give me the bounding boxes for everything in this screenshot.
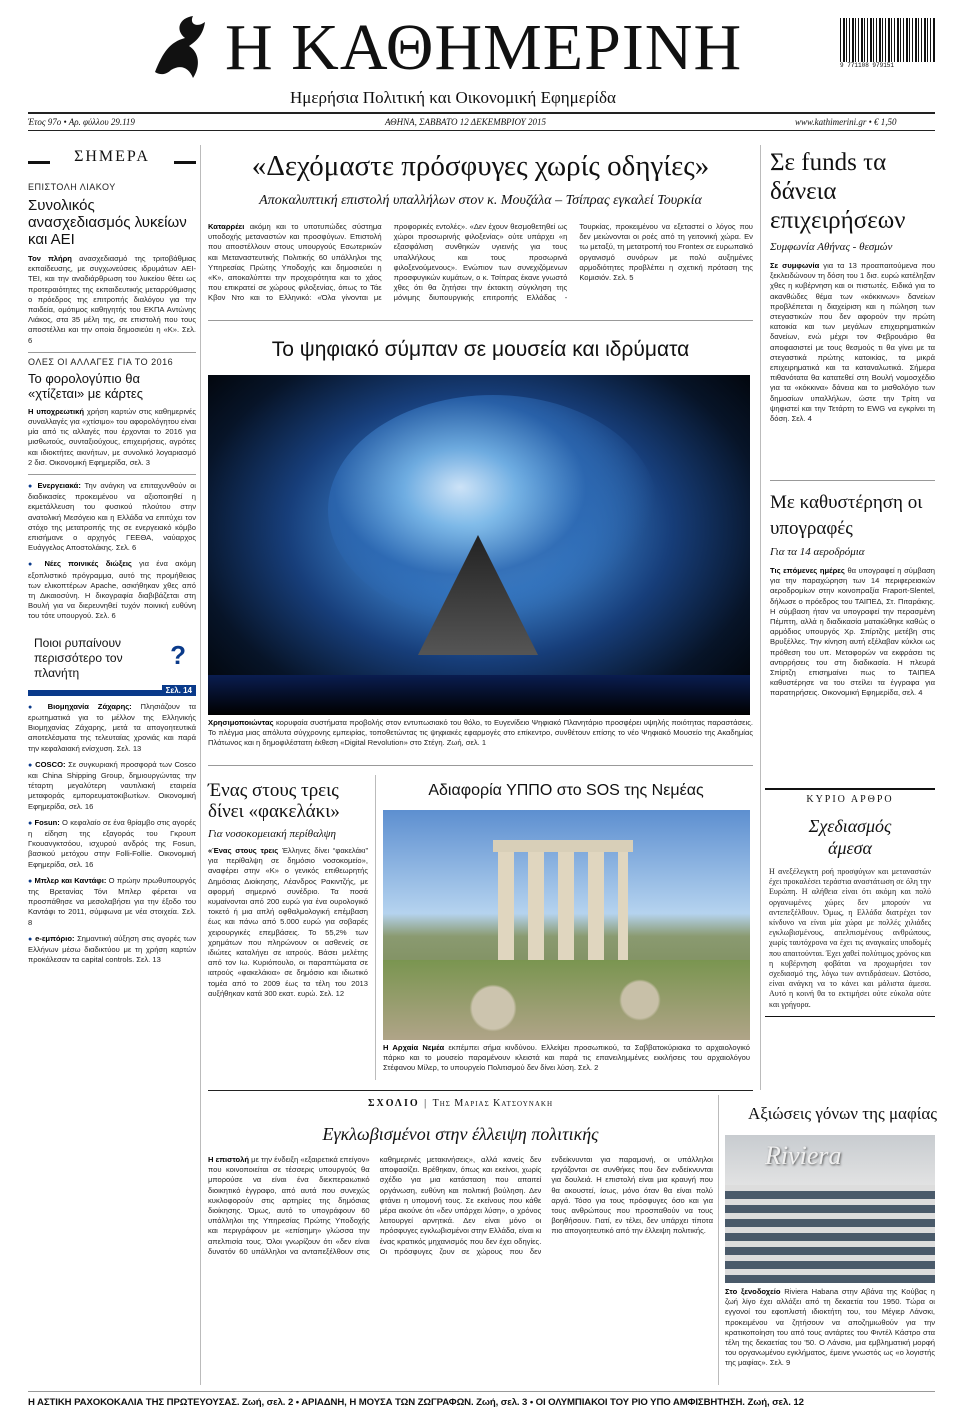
column-divider — [718, 1095, 719, 1385]
divider — [770, 480, 935, 481]
website-price[interactable]: www.kathimerini.gr • € 1,50 — [795, 117, 897, 127]
divider — [208, 765, 753, 766]
issue-number: Έτος 97ο • Αρ. φύλλου 29.119 — [28, 117, 135, 127]
news-brief: ● Βιομηχανία Ζάχαρης: Πλησιάζουν τα ερωτηματικά για το μέλλον της Ελληνικής Βιομηχανίας Ζάχαρης, μετά τα απογοητευτικά αποτελέσματα της τελευταίας χρονιάς και παρά την κεφαλαιακή ενίσχυση. Σελ. 13 — [28, 702, 196, 754]
article-headline[interactable]: Με καθυστέρηση οι υπογραφές — [770, 492, 923, 539]
divider — [28, 130, 935, 131]
barcode-digits: 9 771108 979151 — [840, 62, 895, 69]
riviera-hotel-photo — [725, 1135, 935, 1283]
health-article — [208, 780, 368, 999]
article-headline[interactable]: Σε funds τα δάνεια επιχειρήσεων — [770, 149, 906, 234]
main-subtitle: Αποκαλυπτική επιστολή υπαλλήλων στον κ. Μουζάλα – Τσίπρας εγκαλεί Τουρκία — [259, 193, 702, 208]
mafia-body: Στο ξενοδοχείο Riviera Habana στην Αβάνα της Κούβας η ζωή λίγο έχει αλλάξει από τη δεκαετία του 1950. Τώρα οι εγγονοί του εφοπλιστή ιδιοκτήτη του, του Μέγιερ Λάνσκι, προκειμένου να ζητήσουν να αποζημιωθούν για την κρατικοποίηση του από τους αντάρτες του Φιντέλ Κάστρο στα τέλη της δεκαετίας του '50. Ο Λάνσκι, μια εμβληματική μορφή του οργανωμένου εγκλήματος, έμεινε γνωστός ως «ο λογιστής της μαφίας». Σελ. 9 — [725, 1287, 935, 1368]
divider — [208, 1090, 753, 1091]
news-brief: ● Ενεργειακά: Την ανάγκη να επιταχυνθούν οι διαδικασίες προκειμένου να αξιοποιηθεί η εκμετάλλευση του φυσικού πλούτου στην ανατολική Μεσόγειο και η Ελλάδα να επιτύχει τον στόχο της μετατροπής της σε ενεργειακό κόμβο επισήμανε ο αρχηγός ΓΕΕΘΑ, ναύαρχος Ευάγγελος Αποστολάκης. Σελ. 6 — [28, 481, 196, 553]
hotel-sign: Riviera — [765, 1141, 842, 1170]
column-divider — [760, 145, 761, 1090]
promo-box[interactable] — [28, 636, 196, 696]
divider — [28, 112, 935, 114]
kicker: ΟΛΕΣ ΟΙ ΑΛΛΑΓΕΣ ΓΙΑ ΤΟ 2016 — [28, 356, 174, 367]
article-subtitle: Για τα 14 αεροδρόμια — [770, 546, 865, 558]
mafia-headline[interactable]: Αξιώσεις γόνων της μαφίας — [747, 1104, 937, 1123]
comment-headline[interactable]: Εγκλωβισμένοι στην έλλειψη πολιτικής — [322, 1124, 599, 1144]
section-title: ΣΗΜΕΡΑ — [74, 148, 150, 165]
kicker: ΕΠΙΣΤΟΛΗ ΛΙΑΚΟΥ — [28, 182, 116, 192]
barcode — [840, 18, 935, 76]
promo-page: Σελ. 14 — [162, 685, 196, 696]
article-body: «Ένας στους τρεις Έλληνες δίνει “φακελάκι” για περίθαλψη σε δημόσιο νοσοκομείο», αναφέρει στην «Κ» ο γενικός επιθεωρητής Δημόσιας Διοίκησης, Λέανδρος Ρακιντζής, με αφορμή σημερινό συνέδριο. Τα ποσά κυμαίνονται από 200 ευρώ για ένα ουρολογικό τοκετό ή μια απλή οφθαλμολογική επέμβαση έως και πάνω από 5.000 ευρώ για σοβαρές χειρουργικές επεμβάσεις. Το 55,2% των χρημάτων που πληρώνουν οι ασθενείς σε ιδιώτες καταλήγει σε ιατρούς. Βάσει μελέτης από τον Ιω. Κυριόπουλο, οι παραπτώματα σε ιατρούς «φακελάκια» σε δημόσιο και ιδιωτικό τομέα από το 2009 έως τα τέλη του 2013 αυξήθηκαν κατά 300 εκατ. ευρώ. Σελ. 12 — [208, 846, 368, 998]
news-brief: ● Μπλερ και Καντάφι: Ο πρώην πρωθυπουργός της Βρετανίας Τόνι Μπλερ φέρεται να προσπάθησε να μεσολαβήσει για την έξοδο του Καντάφι το 2011, σύμφωνα με νέα στοιχεία. Σελ. 8 — [28, 876, 196, 928]
section-header — [28, 148, 196, 166]
photo-caption: Χρησιμοποιώντας κορυφαία συστήματα προβολής στον εντυπωσιακό του θόλο, το Ευγενίδειο Ψηφιακό Πλανητάριο προσφέρει υψηλής ποιότητας παραστάσεις. Το πλέγμα μιας απόλυτα σύγχρονης εμπειρίας, τοποθετώντας τις ψηφιακές εφαρμογές στο επίκεντρο, συνθέτουν επίσης το νέο Ψηφιακό Μουσείο της Ακαδημίας Πλάτωνος και η δημοφιλέστατη έκθεση «Digital Revolution» στο Στέγη. Ζωή, σελ. 1 — [208, 718, 753, 748]
today-column — [28, 148, 196, 971]
news-brief: ● e-εμπόριο: Σημαντική αύξηση στις αγορές των Ελλήνων μέσω διαδικτύου με τη χρήση καρτών προκάλεσαν τα capital controls. Σελ. 13 — [28, 934, 196, 966]
editorial-label: ΚΥΡΙΟ ΑΡΘΡΟ — [806, 794, 894, 805]
question-mark-icon: ? — [170, 639, 186, 670]
planetarium-photo — [208, 375, 750, 715]
news-brief: ● Fosun: Ο κεφαλαίο σε ένα θρίαμβο στις αγορές η είδηση της εξαγοράς του Γκρουπ Γκουανγκτσόου, ισχυρού ανδρός της Fosun, βασικού μετόχου στην Folli-Follie. Οικονομική Εφημερίδα, σελ. 16 — [28, 818, 196, 870]
column-divider — [200, 145, 201, 1385]
editorial-body: Η ανεξέλεγκτη ροή προσφύγων και μεταναστών έχει προκαλέσει τεράστια αναστάτωση σε όλη την Ευρώπη. Η αλήθεια είναι ότι ακόμη και πολύ οργανωμένες χώρες δεν μπορούν να αντεπεξέλθουν. Όμως, η Ελλάδα διατρέχει τον κίνδυνο να είναι μία χώρα με πολλές χιλιάδες εγκλωβισμένους, απελπισμένους ανθρώπους, χωρίς ταυτόχρονα να έχει τις αναγκαίες υποδομές που απαιτούνται. Έχει χαθεί πολύτιμος χρόνος και η κυβέρνηση φοβάται να προχωρήσει τον σχεδιασμό της, λόγω των αντιδράσεων. Ωστόσο, είναι ανάγκη να το κάνει και μάλιστα άμεσα. Αυτό η κοινή θα το εκτιμήσει ούτε εύκολα ούτε και γρήγορα. — [769, 867, 931, 1009]
article-headline[interactable]: Ένας στους τρεις δίνει «φακελάκι» — [208, 780, 340, 822]
article-subtitle: Συμφωνία Αθήνας - θεσμών — [770, 241, 893, 253]
article-headline[interactable]: Το φορολογύπιο θα «χτίζεται» με κάρτες — [28, 370, 143, 401]
main-body: Καταρρέει ακόμη και το υποτυπώδες σύστημα υποδοχής μεταναστών και προσφύγων. Επιστολή που αποστέλλουν στους υπουργούς Εσωτερικών και Μεταναστευτικής Πολιτικής 60 υπάλληλοι της Υπηρεσίας Πρώτης Υποδοχής και δημοσιεύει η «Κ», αποκαλύπτει την προχειρότητα και το χάος που επικρατεί σε χώρους φιλοξενίας, όπως το Τάε Κβον Ντο και το Ελληνικό: «Όλα γίνονται με προφορικές εντολές». «Δεν έχουν θεσμοθετηθεί ως χώροι προσωρινής φιλοξενίας» ούτε υπάρχει «η εξασφάλιση συνθηκών υγιεινής για τους υπαλλήλους και τους προσωρινά φιλοξενούμενους». Ενώπιον των συνεχιζόμενων προσφυγικών κυμάτων, ο κ. Τσίπρας έκανε γνωστό χθες ότι θα ζητήσει την έκτακτη σύγκληση της μόνιμης διυπουργικής επιτροπής Ελλάδας - Τουρκίας, προκειμένου να εξεταστεί ο λόγος που δεν μειώνονται οι ροές από τη γειτονική χώρα. Εν τω μεταξύ, τη μετατροπή του Frontex σε ευρωπαϊκό οργανισμό συνόρων με πολύ αυξημένες αρμοδιότητες προβλέπει η σχετική πρόταση της Κομισιόν. Σελ. 5 — [208, 222, 753, 303]
griffin-logo-icon — [145, 12, 215, 84]
funds-article — [770, 148, 935, 424]
airports-article — [770, 490, 935, 699]
nemea-temple-photo — [383, 810, 750, 1040]
news-brief: ● Νέες ποινικές διώξεις για ένα ακόμη εξοπλιστικό πρόγραμμα, αυτό της προμήθειας των ελικοπτέρων Apache, ασκήθηκαν χθες από τη Δικαιοσύνη. Η δικογραφία διαβιβάζεται στη Βουλή για να διερευνηθεί τυχόν ποινική ευθύνη του τότε υπουργού. Σελ. 6 — [28, 559, 196, 621]
article-body: Τον πλήρη ανασχεδιασμό της τριτοβάθμιας εκπαίδευσης, με συγχωνεύσεις ιδρυμάτων ΑΕΙ-ΤΕΙ, και την αναδιάρθρωση του λυκείου θέτει ως προτεραιότητες της εκπαιδευτικής μεταρρύθμισης ο πρόεδρος της επιτροπής διαλόγου για την παιδεία, ομότιμος καθηγητής του ΕΚΠΑ Αντώνης Λιάκος, στα 35 μέλη της, σε επιστολή που τους αποστέλλει και την οποία δημοσιεύει η «Κ». Σελ. 6 — [28, 254, 196, 345]
news-brief: ● COSCO: Σε συγκυριακή προσφορά των Cosco και China Shipping Group, δημιουργώντας την τέταρτη μεγαλύτερη ναυτιλιακή εταιρεία μεταφοράς εμπορευματοκιβωτίων. Οικονομική Εφημερίδα, σελ. 16 — [28, 760, 196, 812]
photo-caption: Η Αρχαία Νεμέα εκπέμπει σήμα κινδύνου. Ελλείψει προσωπικού, τα Σαββατοκύριακα το αρχαιολογικό πάρκο και το μουσείο παραμένουν κλειστά και παρά τις επανειλημμένες εκκλήσεις του αρχαιολόγου Στέφανου Μίλερ, το υπουργείο Πολιτισμού δεν δίνει λύση. Σελ. 2 — [383, 1043, 750, 1073]
masthead — [0, 0, 960, 110]
article-subtitle: Για νοσοκομειακή περίθαλψη — [208, 828, 336, 840]
comment-body: Η επιστολή με την ένδειξη «εξαιρετικά επείγον» που κοινοποιείται σε τέσσερις υπουργούς θα μπορούσε να είναι ένα διεκπεραιωτικό διοικητικό έγγραφο, από αυτά που συνεχώς κυκλοφορούν στις αρτηρίες της δημόσιας διοίκησης. Όμως, αυτό το υπογράφουν 60 υπάλληλοι της Υπηρεσίας Πρώτης Υποδοχής και περιγράφουν με «επίσημη» γλώσσα την απελπισία τους. Όλοι γνωρίζουν ότι «δεν είναι δυνατόν 60 υπάλληλοι να ανταπεξέλθουν στις καθημερινές μετακινήσεις», αλλά κανείς δεν αποφασίζει. Βρέθηκαν, όπως και εκείνοι, χωρίς σχέδιο για μια κατάσταση που απαιτεί οργάνωση, ευθύνη και πολιτική βούληση. Δεν φτάνει η υπομονή τους. Σε εκείνους που κάθε μέρα ακούνε ότι «δεν υπάρχει λύση», ο χρόνος λειτουργεί αρνητικά. Δεν είναι μόνο οι πρόσφυγες εγκλωβισμένοι στην Ελλάδα, είναι κι ένας κρατικός μηχανισμός που δεν έχει οδηγίες. Οι πρόσφυγες ζουν σε χώρους που δεν ενδείκνυνται για παραμονή, οι υπάλληλοι εργάζονται σε συνθήκες που δεν ενδείκνυνται για δουλειά. Η επιστολή είναι μια κραυγή που θα ακουστεί, ίσως, μόνο όταν θα είναι πολύ αργά. Τόσο για τους πρόσφυγες όσο και για τους ανθρώπους που προσπαθούν να τους βοηθήσουν. Γιατί, εν τέλει, δεν υπάρχει τίποτα πιο απογοητευτικό από την έλλειψη πολιτικής. — [208, 1155, 713, 1256]
article-body: Σε συμφωνία για τα 13 προαπαιτούμενα που ξεκλειδώνουν τη δόση του 1 δισ. ευρώ κατέληξαν χθες η κυβέρνηση και οι πιστωτές. Ειδικά για το ακανθώδες θέμα των «κόκκινων» δανείων προβλέπεται η διαχείριση και η πώληση των στεγαστικών που δεν αφορούν την πρώτη κατοικία και των μεγάλων επιχειρηματικών δανείων, ενώ μέχρι τον Φεβρουάριο θα αποφασιστεί με τους θεσμούς τι θα γίνει με τα στεγαστικά πρώτης κατοικίας, τα μικρά επιχειρηματικά και τα καταναλωτικά. Σήμερα πιθανότατα θα κατατεθεί στη Βουλή νομοσχέδιο για τα «κόκκινα» δάνεια και το μισθολόγιο των δημοσίων υπαλλήλων, ώστε την Τρίτη να ψηφιστεί και την Τετάρτη το EWG να εγκρίνει τη δόση. Σελ. 4 — [770, 261, 935, 424]
article-body: Τις επόμενες ημέρες θα υπογραφεί η σύμβαση για την παραχώρηση των 14 περιφερειακών αεροδρομίων στην κοινοπραξία Fraport-Slentel, δήλωσε ο πρόεδρος του ΤΑΙΠΕΔ, Στ. Πιταράκης. Η σύμβαση ήταν να υπογραφεί την περασμένη Πέμπτη, αλλά η διαδικασία ματαιώθηκε καθώς ο αρμόδιος υπουργός Χρ. Σπίρτζης μετέβη στις Βρυξέλλες. Την κίνηση αυτή εξέλαβαν κύκλοι ως πρόθεση του υπ. Μεταφορών να εκφράσει τις αντιρρήσεις του στη διαδικασία. Η πλευρά Σπίρτζη επισημαίνει πως το ΤΑΙΠΕΑ καθυστέρησε να του στείλει τα έγγραφα για παρατηρήσεις. Οικονομική Εφημερίδα, σελ. 4 — [770, 566, 935, 698]
editorial-box — [765, 788, 935, 1017]
comment-label: ΣΧΟΛΙΟ | Της Μαριας Κατσουνακη — [367, 1098, 554, 1109]
column-divider — [375, 775, 376, 1080]
editorial-headline[interactable]: Σχεδιασμός άμεσα — [808, 816, 892, 858]
article-body: Η υποχρεωτική χρήση καρτών στις καθημερινές συναλλαγές για «χτίσιμο» του αφορολόγητου είναι μία από τις αλλαγές που έρχονται το 2016 για μισθωτούς, συνταξιούχους, επιχειρήσεις, αγρότες και ιδιοκτήτες ακινήτων, με συνολικό λογαριασμό 2 δισ. Οικονομική Εφημερίδα, σελ. 3 — [28, 406, 196, 467]
date-line: ΑΘΗΝΑ, ΣΑΒΒΑΤΟ 12 ΔΕΚΕΜΒΡΙΟΥ 2015 — [385, 117, 546, 127]
footer-teasers[interactable]: Η ΑΣΤΙΚΗ ΡΑΧΟΚΟΚΑΛΙΑ ΤΗΣ ΠΡΩΤΕΥΟΥΣΑΣ. Ζωή, σελ. 2 • ΑΡΙΑΔΝΗ, Η ΜΟΥΣΑ ΤΩΝ ΖΩΓΡΑΦΩΝ. Ζωή, σελ. 3 • ΟΙ ΟΛΥΜΠΙΑΚΟΙ ΤΟΥ ΡΙΟ ΥΠΟ ΑΜΦΙΣΒΗΤΗΣΗ. Ζωή, σελ. 12 — [28, 1397, 804, 1408]
digital-headline[interactable]: Το ψηφιακό σύμπαν σε μουσεία και ιδρύματα — [271, 338, 690, 361]
nemea-headline[interactable]: Αδιαφορία ΥΠΠΟ στο SOS της Νεμέας — [428, 782, 704, 799]
divider — [208, 320, 753, 321]
newspaper-subtitle: Ημερήσια Πολιτική και Οικονομική Εφημερίδα — [290, 88, 616, 107]
newspaper-title: Η ΚΑΘΗΜΕΡΙΝΗ — [225, 11, 743, 84]
promo-text: Ποιοι ρυπαίνουν περισσότερο τον πλανήτη — [34, 635, 123, 680]
article-headline[interactable]: Συνολικός ανασχεδιασμός λυκείων και ΑΕΙ — [28, 197, 187, 248]
main-headline[interactable]: «Δεχόμαστε πρόσφυγες χωρίς οδηγίες» — [251, 150, 710, 182]
divider — [28, 1391, 935, 1392]
